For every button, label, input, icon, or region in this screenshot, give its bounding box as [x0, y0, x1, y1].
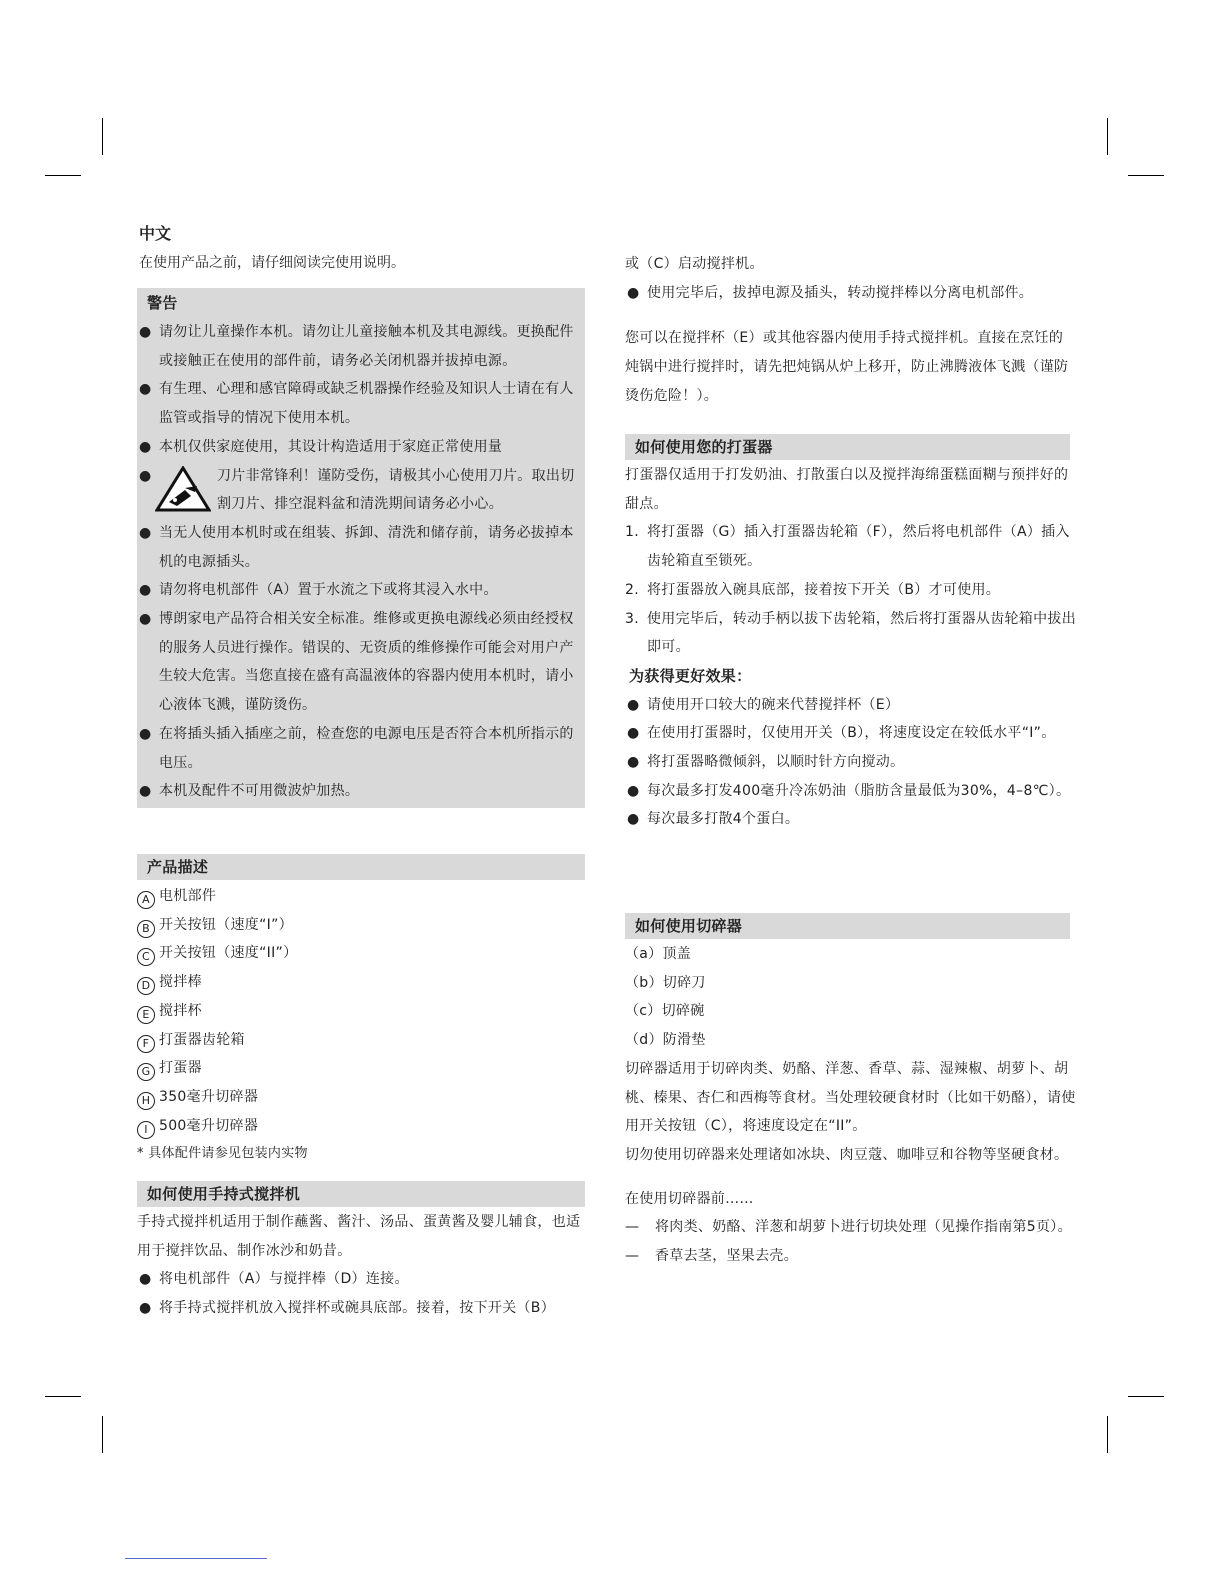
- blender-cont: 或（C）启动搅拌机。: [625, 256, 764, 272]
- warning-item: ● 本机仅供家庭使用，其设计构造适用于家庭正常使用量: [137, 433, 583, 462]
- blade-warning-icon: [155, 466, 211, 512]
- chopper-para: 切勿使用切碎器来处理诸如冰块、肉豆蔻、咖啡豆和谷物等坚硬食材。: [625, 1146, 1069, 1163]
- bullet-icon: ●: [139, 783, 152, 800]
- bullet-icon: ●: [627, 811, 640, 828]
- chopper-before: 在使用切碎器前……: [625, 1190, 754, 1207]
- whisk-tips-title: 为获得更好效果：: [629, 666, 752, 685]
- whisk-title: 如何使用您的打蛋器: [625, 434, 1070, 460]
- blender-para: 手持式搅拌机适用于制作蘸酱、酱汁、汤品、蛋黄酱及婴儿辅食，也适用于搅拌饮品、制作冰沙和奶昔。: [137, 1214, 581, 1259]
- chopper-part: （c）切碎碗: [625, 1003, 705, 1020]
- warning-item: ● 有生理、心理和感官障碍或缺乏机器操作经验及知识人士请在有人监管或指导的情况下使用本机。: [137, 375, 583, 432]
- product-note: * 具体配件请参见包装内实物: [137, 1146, 308, 1162]
- warning-title: 警告: [147, 294, 178, 312]
- language-title: 中文: [139, 224, 172, 243]
- whisk-tip: ● 将打蛋器略微倾斜，以顺时针方向搅动。: [625, 748, 1077, 777]
- bullet-icon: ●: [139, 467, 152, 484]
- product-item: E 搅拌杯: [137, 997, 585, 1026]
- chopper-section: [625, 913, 1077, 1271]
- chopper-para: 切碎器适用于切碎肉类、奶酪、洋葱、香草、蒜、湿辣椒、胡萝卜、胡桃、榛果、杏仁和西梅等食材。当处理较硬食材时（比如干奶酪），请使用开关按钮（C），将速度设定在“II”。: [625, 1060, 1076, 1135]
- bullet-icon: ●: [627, 284, 640, 301]
- bullet-icon: ●: [139, 324, 152, 340]
- product-item: G 打蛋器: [137, 1054, 585, 1083]
- crop-mark: [1128, 175, 1164, 176]
- crop-mark: [102, 1416, 103, 1453]
- whisk-tip: ● 每次最多打散4个蛋白。: [625, 805, 1077, 834]
- bullet-icon: ●: [139, 1271, 152, 1288]
- whisk-tip: ● 每次最多打发400毫升冷冻奶油（脂肪含量最低为30%，4–8℃）。: [625, 777, 1077, 806]
- crop-mark: [1107, 1416, 1108, 1453]
- product-item: B 开关按钮（速度“I”）: [137, 911, 585, 940]
- warning-item: ● 本机及配件不可用微波炉加热。: [137, 777, 583, 806]
- crop-mark: [1107, 118, 1108, 155]
- intro-text: 在使用产品之前，请仔细阅读完使用说明。: [139, 255, 405, 271]
- warning-item: ● 请勿让儿童操作本机。请勿让儿童接触本机及其电源线。更换配件或接触正在使用的部件前，请务必关闭机器并拔掉电源。: [137, 318, 583, 375]
- crop-mark: [102, 118, 103, 155]
- crop-mark: [45, 1396, 81, 1397]
- chopper-dash-item: — 将肉类、奶酪、洋葱和胡萝卜进行切块处理（见操作指南第5页）。: [625, 1219, 1072, 1236]
- bullet-icon: ●: [627, 696, 640, 713]
- blender-title: 如何使用手持式搅拌机: [137, 1181, 585, 1207]
- crop-mark: [1128, 1396, 1164, 1397]
- whisk-section: [625, 434, 1077, 834]
- bullet-icon: ●: [139, 1300, 152, 1317]
- product-item: F 打蛋器齿轮箱: [137, 1026, 585, 1055]
- product-item: D 搅拌棒: [137, 968, 585, 997]
- chopper-title: 如何使用切碎器: [625, 913, 1070, 939]
- blender-item: ● 将手持式搅拌机放入搅拌杯或碗具底部。接着，按下开关（B）: [137, 1294, 585, 1323]
- bullet-icon: ●: [139, 725, 152, 742]
- warning-section: [137, 288, 583, 806]
- chopper-part: （d）防滑垫: [625, 1032, 706, 1049]
- warning-item: ● 博朗家电产品符合相关安全标准。维修或更换电源线必须由经授权的服务人员进行操作。错误的、无资质的维修操作可能会对用户产生较大危害。当您直接在盛有高温液体的容器内使用本机时，请小心液体飞溅，谨防烫伤。: [137, 605, 583, 720]
- chopper-part: （b）切碎刀: [625, 974, 706, 991]
- blender-section: [137, 1181, 585, 1323]
- product-item: I 500毫升切碎器: [137, 1112, 585, 1141]
- whisk-step: 1. 将打蛋器（G）插入打蛋器齿轮箱（F），然后将电机部件（A）插入齿轮箱直至锁死。: [625, 524, 1070, 570]
- whisk-step: 3. 使用完毕后，转动手柄以拔下齿轮箱，然后将打蛋器从齿轮箱中拔出即可。: [625, 610, 1076, 656]
- chopper-part: （a）顶盖: [625, 946, 692, 962]
- crop-mark: [45, 175, 81, 176]
- bullet-icon: ●: [139, 438, 152, 455]
- footer-line: [125, 1558, 267, 1559]
- bullet-icon: ●: [139, 611, 152, 628]
- product-item: C 开关按钮（速度“II”）: [137, 939, 585, 968]
- blender-continued: [625, 250, 1077, 411]
- blender-item: ● 使用完毕后，拔掉电源及插头，转动搅拌棒以分离电机部件。: [625, 279, 1077, 308]
- whisk-tip: ● 在使用打蛋器时，仅使用开关（B），将速度设定在较低水平“I”。: [625, 719, 1077, 748]
- bullet-icon: ●: [627, 782, 640, 799]
- blender-para2: 您可以在搅拌杯（E）或其他容器内使用手持式搅拌机。直接在烹饪的炖锅中进行搅拌时，请先把炖锅从炉上移开，防止沸腾液体飞溅（谨防烫伤危险！）。: [625, 330, 1069, 404]
- bullet-icon: ●: [627, 725, 640, 742]
- warning-item: ● 当无人使用本机时或在组装、拆卸、清洗和储存前，请务必拔掉本机的电源插头。: [137, 519, 583, 576]
- warning-item: ● 请勿将电机部件（A）置于水流之下或将其浸入水中。: [137, 576, 583, 605]
- bullet-icon: ●: [139, 582, 152, 599]
- product-section: [137, 854, 585, 1169]
- product-title: 产品描述: [137, 854, 585, 880]
- whisk-tip: ● 请使用开口较大的碗来代替搅拌杯（E）: [625, 691, 1077, 720]
- whisk-para: 打蛋器仅适用于打发奶油、打散蛋白以及搅拌海绵蛋糕面糊与预拌好的甜点。: [625, 467, 1069, 512]
- warning-item: ● 在将插头插入插座之前，检查您的电源电压是否符合本机所指示的电压。: [137, 720, 583, 777]
- blender-item: ● 将电机部件（A）与搅拌棒（D）连接。: [137, 1265, 585, 1294]
- bullet-icon: ●: [627, 754, 640, 771]
- chopper-dash-item: — 香草去茎，坚果去壳。: [625, 1248, 798, 1265]
- whisk-step: 2. 将打蛋器放入碗具底部，接着按下开关（B）才可使用。: [625, 581, 1001, 598]
- warning-item-blade: ● 刀片非常锋利！谨防受伤，请极其小心使用刀片。取出切割刀片、排空混料盆和清洗期间请务必小心。: [137, 462, 583, 519]
- product-item: A 电机部件: [137, 882, 585, 911]
- bullet-icon: ●: [139, 524, 152, 541]
- product-item: H 350毫升切碎器: [137, 1083, 585, 1112]
- bullet-icon: ●: [139, 381, 152, 398]
